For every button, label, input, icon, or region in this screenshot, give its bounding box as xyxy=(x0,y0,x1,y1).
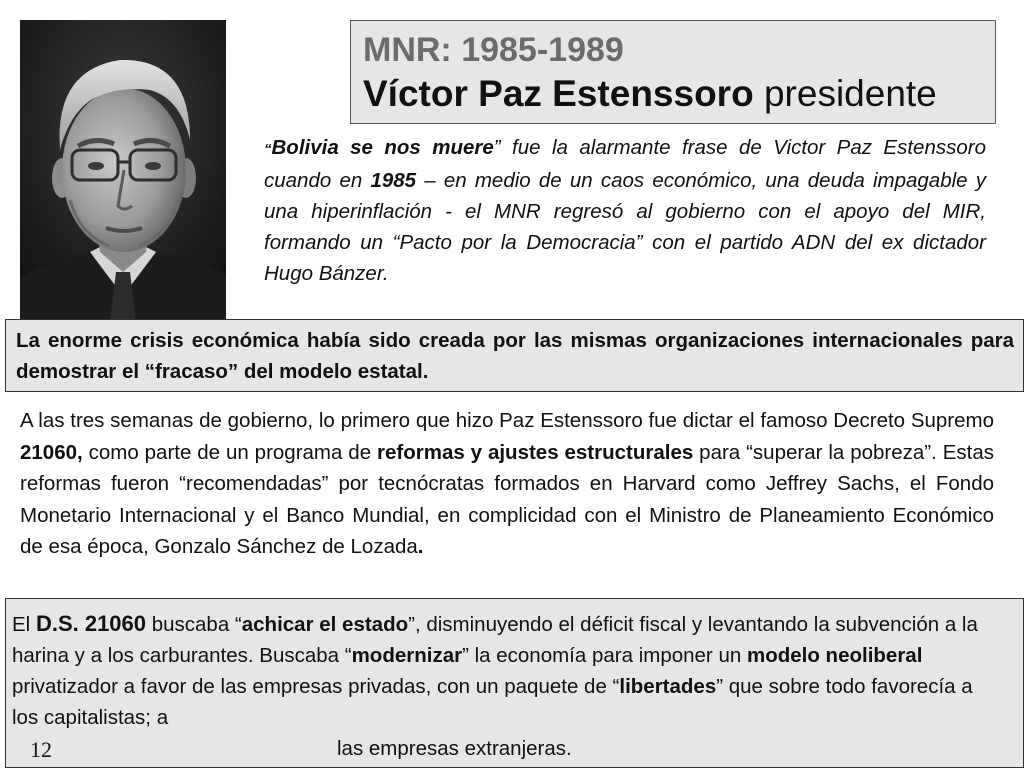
ds-box xyxy=(5,598,1024,768)
ds-text-2: ”, disminuyendo el déficit fiscal y levantando la subvención a la harina y a los carburantes. Buscaba “ xyxy=(12,613,978,667)
slide-number: 12 xyxy=(30,737,52,762)
ds-code: D.S. 21060 xyxy=(35,611,147,636)
body-text-3: para “superar la pobreza”. Estas reformas fueron “recomendadas” por tecnócratas formados en Harvard como Jeffrey Sachs, el Fondo Monetario Internacional y el Banco Mundial, en complicidad con el Ministro de Planeamiento Económico de esa época, Gonzalo Sánchez de Lozada xyxy=(20,440,994,558)
ds-modernizar: modernizar xyxy=(351,644,463,667)
ds-text-4: privatizador a favor de las empresas privadas, con un paquete de “ xyxy=(12,675,620,698)
quote-text-1: fue la alarmante frase de Victor Paz Estenssoro cuando en xyxy=(264,136,986,192)
crisis-box: La enorme crisis económica había sido creada por las mismas organizaciones internacionales para demostrar el “fracaso” del modelo estatal. xyxy=(5,319,1024,392)
body-text-1: A las tres semanas de gobierno, lo primero que hizo Paz Estenssoro fue dictar el famoso Decreto Supremo xyxy=(20,409,994,432)
quote-close-mark: ” xyxy=(493,136,501,159)
body-end: . xyxy=(417,535,424,558)
body-text-2: como parte de un programa de xyxy=(82,440,378,464)
president-role: presidente xyxy=(753,73,937,114)
ds-el: El xyxy=(12,613,36,636)
decree-paragraph xyxy=(20,405,994,563)
ds-last-line: las empresas extranjeras. xyxy=(337,737,572,760)
president-name: Víctor Paz Estenssoro xyxy=(363,73,754,114)
ds-achicar: achicar el estado xyxy=(241,613,409,636)
ds-text-1: buscaba “ xyxy=(146,613,242,636)
title-president-line xyxy=(363,70,995,118)
title-box xyxy=(350,20,996,124)
quote-paragraph xyxy=(264,132,986,289)
ds-text-5: ” que sobre todo favorecía a los capitalistas; a xyxy=(12,675,973,729)
ds-text-3: ” la economía para imponer un xyxy=(462,644,747,667)
reforms-phrase: reformas y ajustes estructurales xyxy=(377,440,694,464)
ds-modelo: modelo neoliberal xyxy=(746,644,923,667)
portrait-photo xyxy=(20,20,226,320)
title-period: MNR: 1985-1989 xyxy=(363,31,624,69)
quote-year: 1985 xyxy=(370,169,417,192)
portrait-illustration xyxy=(20,20,226,320)
quote-text-2: – en medio de un caos económico, una deuda impagable y una hiperinflación - el MNR regresó al gobierno con el apoyo del MIR, formando un “Pacto por la Democracia” con el partido ADN del ex dictador Hugo Bánzer. xyxy=(264,169,987,285)
decree-number: 21060, xyxy=(20,440,83,464)
ds-libertades: libertades xyxy=(619,675,717,698)
quote-phrase: Bolivia se nos muere xyxy=(271,136,494,159)
quote-open-mark: “ xyxy=(264,141,272,158)
